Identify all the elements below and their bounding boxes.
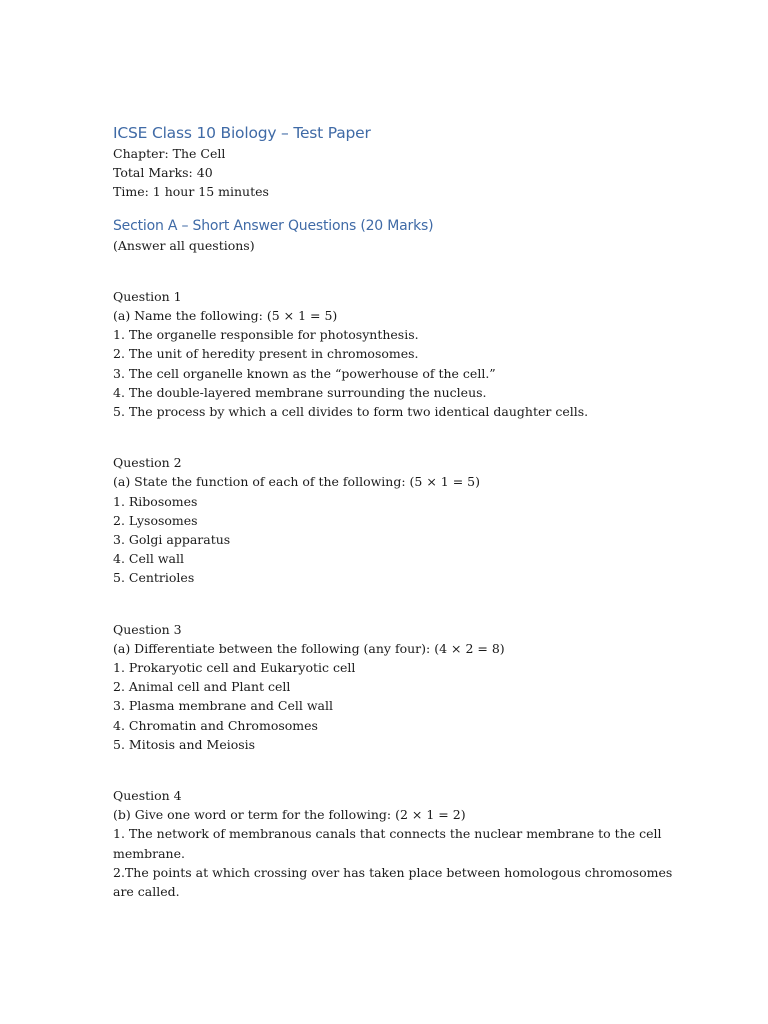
question-1 (113, 287, 673, 421)
question-item: 4. Cell wall (113, 551, 184, 567)
question-4 (113, 786, 673, 901)
question-item: 4. The double-layered membrane surrounding the nucleus. (113, 384, 487, 400)
question-item: 5. Centrioles (113, 570, 195, 586)
question-prompt: (a) State the function of each of the following: (5 × 1 = 5) (113, 474, 480, 490)
section-a-heading: Section A – Short Answer Questions (20 Marks) (113, 217, 434, 234)
question-item: 1. The organelle responsible for photosynthesis. (113, 327, 419, 343)
question-item: 3. Golgi apparatus (113, 532, 231, 548)
chapter-line: Chapter: The Cell (113, 146, 226, 161)
question-item: 2. Animal cell and Plant cell (113, 679, 291, 695)
question-item: 2. The unit of heredity present in chromosomes. (113, 346, 419, 362)
question-item: 1. Prokaryotic cell and Eukaryotic cell (113, 660, 356, 676)
question-item: 3. The cell organelle known as the “powerhouse of the cell.” (113, 365, 496, 381)
question-title: Question 2 (113, 455, 182, 471)
time-line: Time: 1 hour 15 minutes (113, 184, 269, 200)
question-item: 1. Ribosomes (113, 493, 198, 509)
document-title: ICSE Class 10 Biology – Test Paper (113, 124, 371, 142)
question-item: 1. The network of membranous canals that connects the nuclear membrane to the cell membrane. (113, 826, 662, 861)
question-prompt: (a) Differentiate between the following (any four): (4 × 2 = 8) (113, 640, 505, 656)
question-item: 3. Plasma membrane and Cell wall (113, 698, 333, 714)
question-prompt: (a) Name the following: (5 × 1 = 5) (113, 308, 338, 324)
question-3 (113, 620, 673, 754)
question-item: 2.The points at which crossing over has taken place between homologous chromosomes are called. (113, 864, 673, 900)
question-title: Question 4 (113, 788, 182, 804)
document-page (113, 122, 673, 901)
question-item: 5. Mitosis and Meiosis (113, 736, 256, 752)
question-2 (113, 453, 673, 587)
question-title: Question 1 (113, 288, 182, 304)
total-marks-line: Total Marks: 40 (113, 165, 213, 181)
question-title: Question 3 (113, 621, 182, 637)
question-item: 5. The process by which a cell divides to form two identical daughter cells. (113, 404, 589, 420)
question-item: 4. Chromatin and Chromosomes (113, 717, 318, 733)
question-prompt: (b) Give one word or term for the following: (2 × 1 = 2) (113, 807, 466, 823)
section-a-note: (Answer all questions) (113, 237, 255, 253)
question-item: 2. Lysosomes (113, 512, 198, 528)
